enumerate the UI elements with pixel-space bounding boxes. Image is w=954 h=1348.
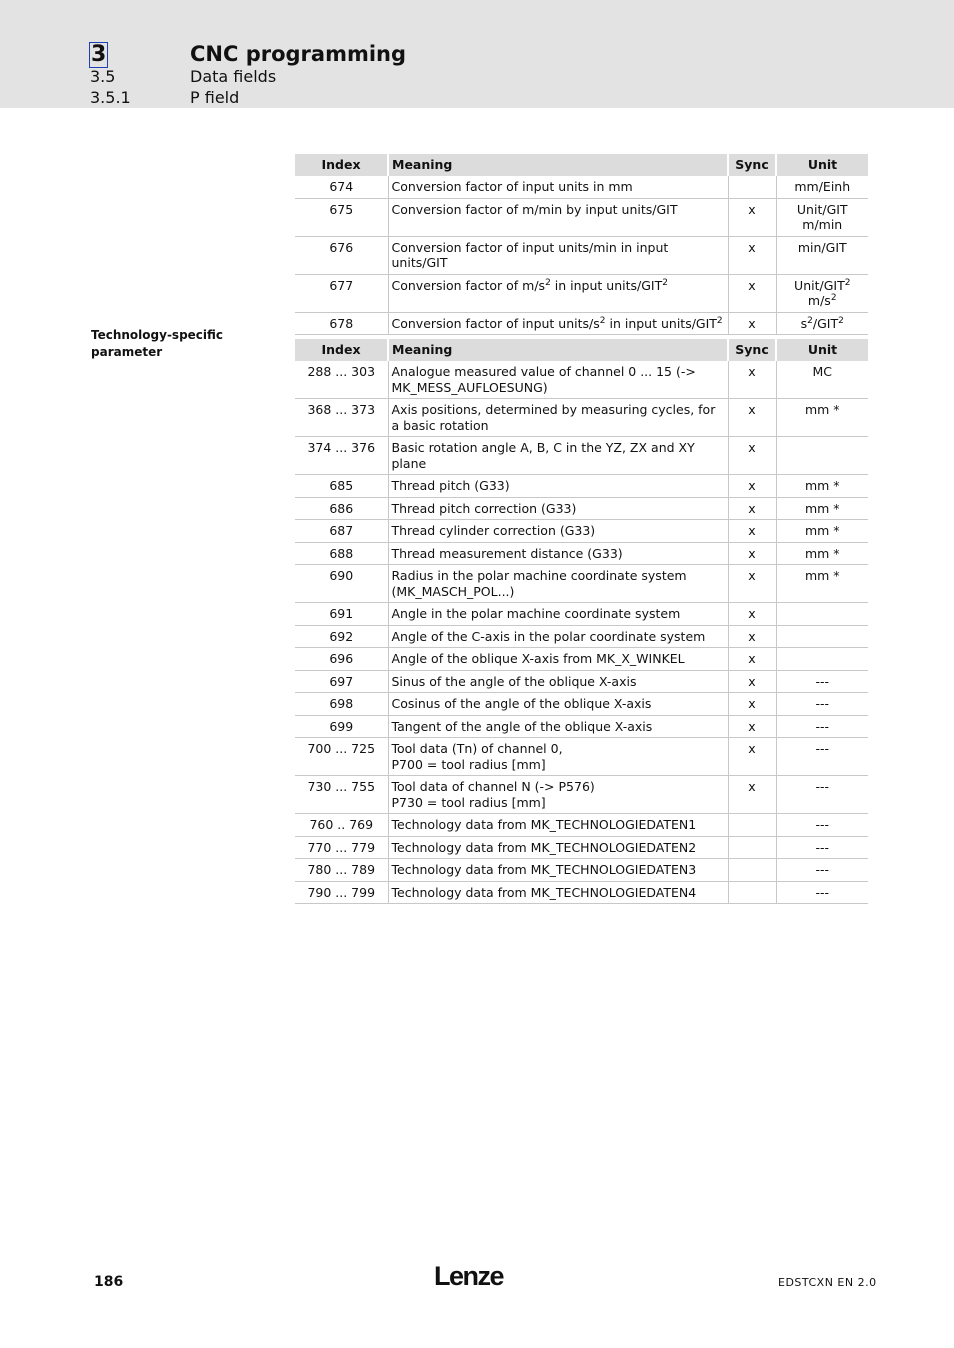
cell-sync: x	[728, 497, 776, 520]
cell-sync	[728, 814, 776, 837]
table-row	[295, 836, 868, 859]
chapter-title: CNC programming	[190, 42, 407, 66]
cell-index: 698	[295, 693, 388, 716]
cell-unit: mm *	[776, 520, 868, 543]
cell-meaning: Thread measurement distance (G33)	[388, 542, 728, 565]
table-row	[295, 542, 868, 565]
cell-unit: ---	[776, 715, 868, 738]
cell-index: 368 ... 373	[295, 399, 388, 437]
cell-index: 700 ... 725	[295, 738, 388, 776]
cell-sync: x	[728, 670, 776, 693]
table-row	[295, 176, 868, 198]
column-header-unit: Unit	[776, 339, 868, 361]
table-row	[295, 625, 868, 648]
table-row	[295, 236, 868, 274]
cell-unit: min/GIT	[776, 236, 868, 274]
cell-unit: ---	[776, 881, 868, 904]
cell-meaning: Technology data from MK_TECHNOLOGIEDATEN1	[388, 814, 728, 837]
cell-meaning: Radius in the polar machine coordinate system (MK_MASCH_POL...)	[388, 565, 728, 603]
cell-unit: ---	[776, 670, 868, 693]
column-header-index: Index	[295, 339, 388, 361]
column-header-unit: Unit	[776, 154, 868, 176]
table-row	[295, 475, 868, 498]
cell-index: 696	[295, 648, 388, 671]
cell-sync	[728, 859, 776, 882]
cell-meaning: Tool data (Tn) of channel 0, P700 = tool radius [mm]	[388, 738, 728, 776]
cell-sync: x	[728, 198, 776, 236]
cell-meaning: Conversion factor of input units/$s^2$ in input units/GIT$^2$	[388, 312, 728, 335]
table-row	[295, 603, 868, 626]
cell-index: 699	[295, 715, 388, 738]
table-row	[295, 715, 868, 738]
column-header-index: Index	[295, 154, 388, 176]
cell-index: 676	[295, 236, 388, 274]
cell-sync: x	[728, 236, 776, 274]
table-row	[295, 670, 868, 693]
table-row	[295, 814, 868, 837]
cell-sync	[728, 176, 776, 198]
cell-meaning: Angle of the C-axis in the polar coordinate system	[388, 625, 728, 648]
column-header-sync: Sync	[728, 339, 776, 361]
table-row	[295, 520, 868, 543]
table-row	[295, 738, 868, 776]
cell-unit: mm *	[776, 475, 868, 498]
cell-meaning: Conversion factor of input units in mm	[388, 176, 728, 198]
cell-meaning: Sinus of the angle of the oblique X-axis	[388, 670, 728, 693]
cell-unit: ---	[776, 814, 868, 837]
cell-sync: x	[728, 437, 776, 475]
cell-index: 697	[295, 670, 388, 693]
cell-meaning: Tangent of the angle of the oblique X-axis	[388, 715, 728, 738]
cell-meaning: Conversion factor of $m/s^2$ in input units/GIT$^2$	[388, 274, 728, 312]
table-row	[295, 648, 868, 671]
cell-index: 790 ... 799	[295, 881, 388, 904]
cell-unit: ---	[776, 859, 868, 882]
cell-meaning: Thread pitch correction (G33)	[388, 497, 728, 520]
cell-unit	[776, 603, 868, 626]
cell-unit	[776, 648, 868, 671]
column-header-sync: Sync	[728, 154, 776, 176]
conversion-factor-table	[295, 154, 868, 335]
cell-sync: x	[728, 312, 776, 335]
cell-sync: x	[728, 274, 776, 312]
table-row	[295, 776, 868, 814]
document-code: EDSTCXN EN 2.0	[778, 1276, 877, 1289]
cell-unit: Unit/GIT m/min	[776, 198, 868, 236]
subsection-number: 3.5.1	[90, 88, 131, 107]
cell-sync: x	[728, 361, 776, 399]
table-row	[295, 859, 868, 882]
table-header-row	[295, 154, 868, 176]
technology-parameter-table	[295, 339, 868, 904]
cell-index: 686	[295, 497, 388, 520]
cell-meaning: Basic rotation angle A, B, C in the YZ, ZX and XY plane	[388, 437, 728, 475]
table-row	[295, 198, 868, 236]
cell-meaning: Technology data from MK_TECHNOLOGIEDATEN2	[388, 836, 728, 859]
cell-index: 690	[295, 565, 388, 603]
table-header-row	[295, 339, 868, 361]
table-row	[295, 274, 868, 312]
cell-index: 374 ... 376	[295, 437, 388, 475]
cell-index: 685	[295, 475, 388, 498]
cell-index: 288 ... 303	[295, 361, 388, 399]
cell-meaning: Technology data from MK_TECHNOLOGIEDATEN4	[388, 881, 728, 904]
cell-unit: MC	[776, 361, 868, 399]
cell-unit: ---	[776, 738, 868, 776]
cell-unit: mm *	[776, 497, 868, 520]
page-number: 186	[94, 1274, 124, 1290]
cell-sync: x	[728, 475, 776, 498]
cell-sync: x	[728, 520, 776, 543]
cell-sync: x	[728, 399, 776, 437]
cell-unit: Unit/GIT$^2$ $m/s^2$	[776, 274, 868, 312]
cell-index: 678	[295, 312, 388, 335]
cell-unit	[776, 625, 868, 648]
cell-meaning: Thread cylinder correction (G33)	[388, 520, 728, 543]
cell-sync: x	[728, 625, 776, 648]
cell-sync: x	[728, 715, 776, 738]
table-row	[295, 361, 868, 399]
table-row	[295, 312, 868, 335]
table-row	[295, 437, 868, 475]
cell-meaning: Conversion factor of input units/min in input units/GIT	[388, 236, 728, 274]
cell-meaning: Analogue measured value of channel 0 ... 15 (-> MK_MESS_AUFLOESUNG)	[388, 361, 728, 399]
cell-unit: ---	[776, 776, 868, 814]
cell-meaning: Tool data of channel N (-> P576) P730 = tool radius [mm]	[388, 776, 728, 814]
cell-sync	[728, 881, 776, 904]
table-row	[295, 399, 868, 437]
cell-meaning: Cosinus of the angle of the oblique X-axis	[388, 693, 728, 716]
cell-sync: x	[728, 603, 776, 626]
cell-meaning: Axis positions, determined by measuring cycles, for a basic rotation	[388, 399, 728, 437]
cell-unit: $s^2/GIT^2$	[776, 312, 868, 335]
table-row	[295, 693, 868, 716]
cell-sync: x	[728, 565, 776, 603]
chapter-number[interactable]: 3	[91, 42, 107, 67]
cell-sync	[728, 836, 776, 859]
table-row	[295, 565, 868, 603]
cell-index: 677	[295, 274, 388, 312]
cell-unit: ---	[776, 836, 868, 859]
technology-parameter-label: Technology-specific parameter	[91, 328, 224, 359]
cell-meaning: Conversion factor of m/min by input units/GIT	[388, 198, 728, 236]
cell-sync: x	[728, 693, 776, 716]
table-row	[295, 881, 868, 904]
table-row	[295, 497, 868, 520]
cell-index: 780 ... 789	[295, 859, 388, 882]
cell-meaning: Technology data from MK_TECHNOLOGIEDATEN3	[388, 859, 728, 882]
cell-index: 688	[295, 542, 388, 565]
cell-unit: ---	[776, 693, 868, 716]
cell-index: 675	[295, 198, 388, 236]
cell-index: 760 .. 769	[295, 814, 388, 837]
cell-unit	[776, 437, 868, 475]
cell-meaning: Angle in the polar machine coordinate system	[388, 603, 728, 626]
cell-sync: x	[728, 738, 776, 776]
cell-index: 692	[295, 625, 388, 648]
cell-unit: mm *	[776, 542, 868, 565]
section-number: 3.5	[90, 67, 116, 86]
cell-meaning: Thread pitch (G33)	[388, 475, 728, 498]
cell-index: 691	[295, 603, 388, 626]
section-title: Data fields	[190, 67, 277, 86]
lenze-logo: Lenze	[434, 1261, 504, 1291]
cell-unit: mm/Einh	[776, 176, 868, 198]
cell-sync: x	[728, 776, 776, 814]
cell-sync: x	[728, 648, 776, 671]
page-header	[0, 0, 954, 108]
cell-index: 770 ... 779	[295, 836, 388, 859]
column-header-meaning: Meaning	[388, 339, 728, 361]
cell-unit: mm *	[776, 565, 868, 603]
cell-unit: mm *	[776, 399, 868, 437]
cell-sync: x	[728, 542, 776, 565]
cell-index: 730 ... 755	[295, 776, 388, 814]
cell-meaning: Angle of the oblique X-axis from MK_X_WINKEL	[388, 648, 728, 671]
cell-index: 674	[295, 176, 388, 198]
column-header-meaning: Meaning	[388, 154, 728, 176]
subsection-title: P field	[190, 88, 240, 107]
cell-index: 687	[295, 520, 388, 543]
